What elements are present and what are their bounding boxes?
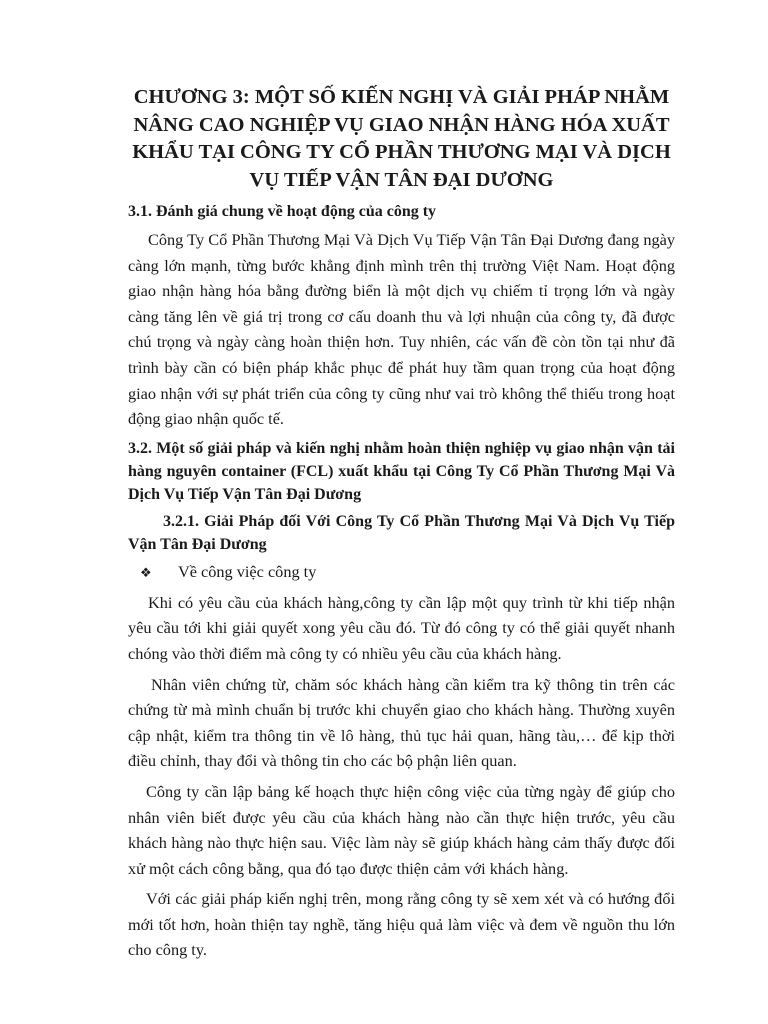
chapter-title: CHƯƠNG 3: MỘT SỐ KIẾN NGHỊ VÀ GIẢI PHÁP NHẰM NÂNG CAO NGHIỆP VỤ GIAO NHẬN HÀNG HÓA XUẤT KHẨU TẠI CÔNG TY CỔ PHẦN THƯƠNG MẠI VÀ DỊCH VỤ TIẾP VẬN TÂN ĐẠI DƯƠNG [132, 86, 671, 191]
document-body [128, 84, 675, 968]
bullet-text: Về công việc công ty [178, 561, 317, 581]
subsection-heading-3-2-1: 3.2.1. Giải Pháp đối Với Công Ty Cổ Phần Thương Mại Và Dịch Vụ Tiếp Vận Tân Đại Dương [128, 512, 675, 553]
paragraph: Nhân viên chứng từ, chăm sóc khách hàng cần kiểm tra kỹ thông tin trên các chứng từ mà mình chuẩn bị trước khi chuyển giao cho khách hàng. Thường xuyên cập nhật, kiểm tra thông tin về lô hàng, thủ tục hải quan, hãng tàu,… để kịp thời điều chỉnh, thay đổi và thông tin cho các bộ phận liên quan. [128, 674, 675, 771]
paragraph: Công ty cần lập bảng kế hoạch thực hiện công việc của từng ngày để giúp cho nhân viên biết được yêu cầu của khách hàng nào cần thực hiện trước, yêu cầu khách hàng nào thực hiện sau. Việc làm này sẽ giúp khách hàng cảm thấy được đối xử một cách công bằng, qua đó tạo được thiện cảm với khách hàng. [128, 781, 675, 878]
paragraph: Khi có yêu cầu của khách hàng,công ty cần lập một quy trình từ khi tiếp nhận yêu cầu tới khi giải quyết xong yêu cầu đó. Từ đó công ty có thể giải quyết nhanh chóng vào thời điểm mà công ty có nhiều yêu cầu của khách hàng. [128, 592, 675, 663]
bullet-item [128, 560, 675, 585]
paragraph: Với các giải pháp kiến nghị trên, mong rằng công ty sẽ xem xét và có hướng đổi mới tốt hơn, hoàn thiện tay nghề, tăng hiệu quả làm việc và đem về nguồn thu lớn cho công ty. [128, 889, 675, 960]
paragraph: Công Ty Cổ Phần Thương Mại Và Dịch Vụ Tiếp Vận Tân Đại Dương đang ngày càng lớn mạnh, từng bước khẳng định mình trên thị trường Việt Nam. Hoạt động giao nhận hàng hóa bằng đường biển là một dịch vụ chiếm tỉ trọng lớn và ngày càng tăng lên về giá trị trong cơ cấu doanh thu và lợi nhuận của công ty, đã được chú trọng và ngày càng hoàn thiện hơn. Tuy nhiên, các vấn đề còn tồn tại như đã trình bày cần có biện pháp khắc phục để phát huy tầm quan trọng của hoạt động giao nhận với sự phát triển của công ty cũng như vai trò không thể thiếu trong hoạt động giao nhận quốc tế. [128, 230, 675, 429]
section-heading-3-2: 3.2. Một số giải pháp và kiến nghị nhằm hoàn thiện nghiệp vụ giao nhận vận tải hàng nguyên container (FCL) xuất khẩu tại Công Ty Cổ Phần Thương Mại Và Dịch Vụ Tiếp Vận Tân Đại Dương [128, 439, 675, 503]
section-heading-3-1: 3.1. Đánh giá chung về hoạt động của công ty [128, 203, 437, 220]
diamond-bullet-icon: ❖ [140, 564, 152, 580]
